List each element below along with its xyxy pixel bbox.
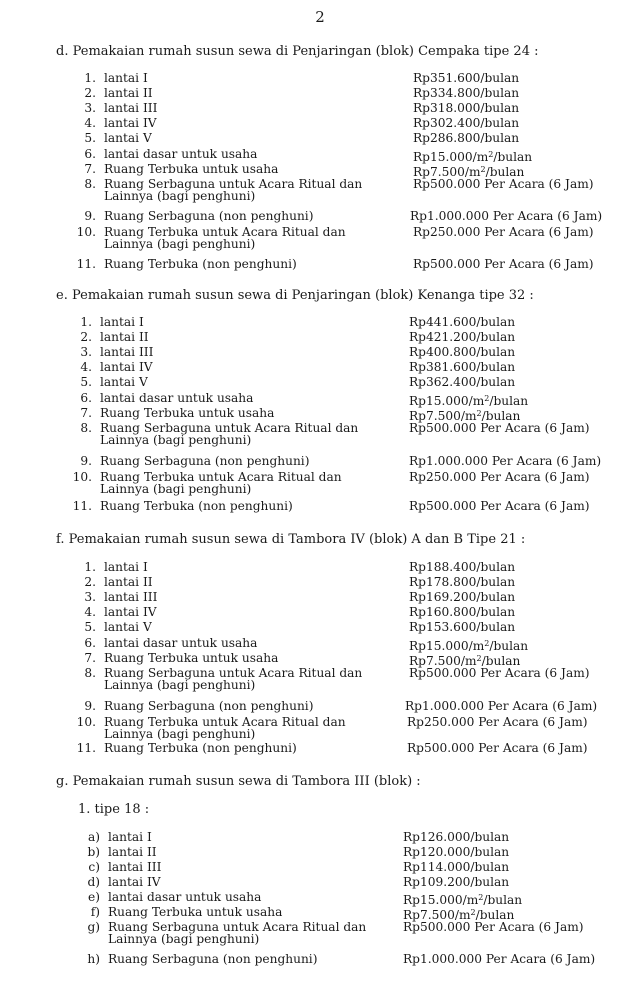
item-price: Rp1.000.000 Per Acara (6 Jam) [409, 454, 602, 468]
item-number: 5. [80, 375, 92, 389]
page-number: 2 [315, 8, 325, 26]
item-price: Rp160.800/bulan [409, 605, 516, 619]
item-price: Rp286.800/bulan [413, 131, 520, 145]
item-label: Ruang Serbaguna untuk Acara Ritual dan [104, 666, 363, 680]
item-number: 9. [80, 454, 92, 468]
item-price: Rp500.000 Per Acara (6 Jam) [413, 177, 594, 191]
section-subheading: 1. tipe 18 : [78, 802, 150, 817]
item-price: Rp500.000 Per Acara (6 Jam) [409, 421, 590, 435]
item-price: Rp500.000 Per Acara (6 Jam) [403, 920, 584, 934]
item-label: lantai III [104, 590, 158, 604]
item-number: c) [88, 860, 100, 874]
item-number: 6. [84, 636, 96, 650]
item-label-continuation: Lainnya (bagi penghuni) [108, 932, 260, 946]
item-label: Ruang Terbuka untuk Acara Ritual dan [104, 225, 346, 239]
tariff-row [0, 861, 640, 876]
item-number: 10. [72, 470, 92, 484]
item-price: $Rp7.500/m^2$/bulan [409, 409, 521, 423]
item-price: Rp500.000 Per Acara (6 Jam) [409, 666, 590, 680]
item-price: Rp318.000/bulan [413, 101, 520, 115]
tariff-row [0, 455, 640, 470]
item-price: Rp500.000 Per Acara (6 Jam) [409, 499, 590, 513]
section-heading: e. Pemakaian rumah susun sewa di Penjaringan (blok) Kenanga tipe 32 : [56, 288, 534, 303]
item-label: lantai I [104, 71, 148, 85]
tariff-row [0, 652, 640, 667]
item-price: Rp178.800/bulan [409, 575, 516, 589]
item-number: 3. [84, 101, 96, 115]
item-price: Rp126.000/bulan [403, 830, 510, 844]
item-label: Ruang Serbaguna (non penghuni) [108, 952, 318, 966]
item-label: lantai V [104, 620, 152, 634]
item-label: lantai IV [100, 360, 153, 374]
item-number: 6. [84, 147, 96, 161]
item-number: 11. [76, 257, 96, 271]
item-number: 7. [84, 651, 96, 665]
item-label: Ruang Serbaguna (non penghuni) [100, 454, 310, 468]
tariff-row [0, 316, 640, 331]
item-label: lantai II [104, 86, 153, 100]
item-price: Rp500.000 Per Acara (6 Jam) [413, 257, 594, 271]
tariff-row [0, 392, 640, 407]
tariff-row [0, 831, 640, 846]
item-price: Rp109.200/bulan [403, 875, 510, 889]
tariff-row [0, 72, 640, 87]
item-number: 11. [72, 499, 92, 513]
section-heading: g. Pemakaian rumah susun sewa di Tambora III (blok) : [56, 774, 421, 789]
item-number: e) [88, 890, 100, 904]
item-label: Ruang Terbuka untuk usaha [104, 651, 279, 665]
tariff-row [0, 163, 640, 178]
tariff-row [0, 421, 640, 447]
tariff-row [0, 376, 640, 391]
item-price: Rp120.000/bulan [403, 845, 510, 859]
item-label-continuation: Lainnya (bagi penghuni) [100, 482, 252, 496]
item-number: 1. [84, 71, 96, 85]
item-number: 8. [80, 421, 92, 435]
item-price: Rp334.800/bulan [413, 86, 520, 100]
item-label: Ruang Terbuka untuk usaha [104, 162, 279, 176]
tariff-row [0, 258, 640, 273]
item-price: Rp1.000.000 Per Acara (6 Jam) [405, 699, 598, 713]
item-number: 1. [84, 560, 96, 574]
tariff-row [0, 407, 640, 422]
item-number: 4. [84, 116, 96, 130]
item-price: Rp250.000 Per Acara (6 Jam) [409, 470, 590, 484]
item-price: Rp250.000 Per Acara (6 Jam) [413, 225, 594, 239]
item-label: lantai dasar untuk usaha [100, 391, 254, 405]
tariff-row [0, 591, 640, 606]
item-label: lantai dasar untuk usaha [108, 890, 262, 904]
item-label-continuation: Lainnya (bagi penghuni) [104, 189, 256, 203]
item-number: 2. [84, 575, 96, 589]
item-price: $Rp7.500/m^2$/bulan [409, 654, 521, 668]
tariff-row [0, 637, 640, 652]
item-label: Ruang Serbaguna untuk Acara Ritual dan [108, 920, 367, 934]
item-label: lantai II [104, 575, 153, 589]
item-number: d) [87, 875, 100, 889]
item-label: lantai II [108, 845, 157, 859]
item-number: 6. [80, 391, 92, 405]
item-label: Ruang Terbuka (non penghuni) [100, 499, 293, 513]
item-number: 5. [84, 620, 96, 634]
section-heading: f. Pemakaian rumah susun sewa di Tambora IV (blok) A dan B Tipe 21 : [56, 532, 526, 547]
item-label: lantai IV [108, 875, 161, 889]
item-number: b) [87, 845, 100, 859]
item-number: 3. [80, 345, 92, 359]
tariff-row [0, 102, 640, 117]
item-price: Rp362.400/bulan [409, 375, 516, 389]
item-number: 4. [80, 360, 92, 374]
tariff-row [0, 177, 640, 203]
item-label: Ruang Terbuka untuk Acara Ritual dan [100, 470, 342, 484]
tariff-row [0, 210, 640, 225]
tariff-row [0, 891, 640, 906]
tariff-row [0, 346, 640, 361]
item-label: lantai III [104, 101, 158, 115]
tariff-row [0, 148, 640, 163]
item-number: 8. [84, 666, 96, 680]
tariff-row [0, 500, 640, 515]
tariff-row [0, 920, 640, 946]
item-label: lantai I [104, 560, 148, 574]
item-price: Rp169.200/bulan [409, 590, 516, 604]
tariff-row [0, 906, 640, 921]
item-label: lantai IV [104, 116, 157, 130]
item-label: lantai III [100, 345, 154, 359]
tariff-row [0, 576, 640, 591]
tariff-row [0, 715, 640, 741]
item-price: Rp381.600/bulan [409, 360, 516, 374]
item-number: 10. [76, 225, 96, 239]
item-label: Ruang Terbuka (non penghuni) [104, 741, 297, 755]
item-number: 9. [84, 699, 96, 713]
item-label: Ruang Serbaguna (non penghuni) [104, 699, 314, 713]
tariff-row [0, 132, 640, 147]
tariff-row [0, 846, 640, 861]
tariff-row [0, 470, 640, 496]
item-label: lantai II [100, 330, 149, 344]
item-price: Rp1.000.000 Per Acara (6 Jam) [403, 952, 596, 966]
item-number: 1. [80, 315, 92, 329]
item-price: $Rp15.000/m^2$/bulan [413, 150, 533, 164]
item-price: Rp351.600/bulan [413, 71, 520, 85]
item-price: $Rp15.000/m^2$/bulan [409, 394, 529, 408]
item-label: Ruang Serbaguna untuk Acara Ritual dan [100, 421, 359, 435]
item-number: 8. [84, 177, 96, 191]
item-number: f) [90, 905, 100, 919]
item-label: Ruang Serbaguna (non penghuni) [104, 209, 314, 223]
item-number: 4. [84, 605, 96, 619]
item-number: 2. [80, 330, 92, 344]
tariff-row [0, 561, 640, 576]
item-number: a) [87, 830, 100, 844]
item-price: $Rp15.000/m^2$/bulan [409, 639, 529, 653]
item-label: lantai I [100, 315, 144, 329]
item-price: Rp400.800/bulan [409, 345, 516, 359]
tariff-row [0, 361, 640, 376]
item-price: $Rp15.000/m^2$/bulan [403, 893, 523, 907]
item-price: Rp421.200/bulan [409, 330, 516, 344]
tariff-row [0, 666, 640, 692]
item-label: Ruang Terbuka (non penghuni) [104, 257, 297, 271]
item-price: Rp441.600/bulan [409, 315, 516, 329]
tariff-row [0, 953, 640, 968]
item-price: Rp188.400/bulan [409, 560, 516, 574]
tariff-row [0, 331, 640, 346]
tariff-row [0, 876, 640, 891]
item-number: 5. [84, 131, 96, 145]
item-label: lantai dasar untuk usaha [104, 636, 258, 650]
item-label-continuation: Lainnya (bagi penghuni) [104, 237, 256, 251]
item-price: $Rp7.500/m^2$/bulan [413, 165, 525, 179]
item-price: Rp500.000 Per Acara (6 Jam) [407, 741, 588, 755]
item-price: Rp114.000/bulan [403, 860, 510, 874]
item-number: 7. [80, 406, 92, 420]
item-label-continuation: Lainnya (bagi penghuni) [104, 678, 256, 692]
item-price: Rp250.000 Per Acara (6 Jam) [407, 715, 588, 729]
tariff-row [0, 606, 640, 621]
item-label-continuation: Lainnya (bagi penghuni) [104, 727, 256, 741]
tariff-row [0, 700, 640, 715]
item-label: lantai V [100, 375, 148, 389]
tariff-row [0, 225, 640, 251]
item-label: lantai dasar untuk usaha [104, 147, 258, 161]
item-number: 10. [76, 715, 96, 729]
item-number: h) [87, 952, 100, 966]
item-label: Ruang Terbuka untuk Acara Ritual dan [104, 715, 346, 729]
tariff-row [0, 117, 640, 132]
item-label: Ruang Terbuka untuk usaha [100, 406, 275, 420]
item-number: 2. [84, 86, 96, 100]
item-number: 9. [84, 209, 96, 223]
item-label: lantai V [104, 131, 152, 145]
item-label: lantai I [108, 830, 152, 844]
tariff-row [0, 87, 640, 102]
item-label: lantai III [108, 860, 162, 874]
item-number: 3. [84, 590, 96, 604]
item-number: g) [87, 920, 100, 934]
item-label: lantai IV [104, 605, 157, 619]
tariff-row [0, 742, 640, 757]
item-price: $Rp7.500/m^2$/bulan [403, 908, 515, 922]
item-price: Rp1.000.000 Per Acara (6 Jam) [410, 209, 603, 223]
item-label-continuation: Lainnya (bagi penghuni) [100, 433, 252, 447]
section-heading: d. Pemakaian rumah susun sewa di Penjaringan (blok) Cempaka tipe 24 : [56, 44, 539, 59]
item-number: 11. [76, 741, 96, 755]
tariff-row [0, 621, 640, 636]
item-price: Rp153.600/bulan [409, 620, 516, 634]
item-price: Rp302.400/bulan [413, 116, 520, 130]
item-label: Ruang Serbaguna untuk Acara Ritual dan [104, 177, 363, 191]
item-label: Ruang Terbuka untuk usaha [108, 905, 283, 919]
item-number: 7. [84, 162, 96, 176]
